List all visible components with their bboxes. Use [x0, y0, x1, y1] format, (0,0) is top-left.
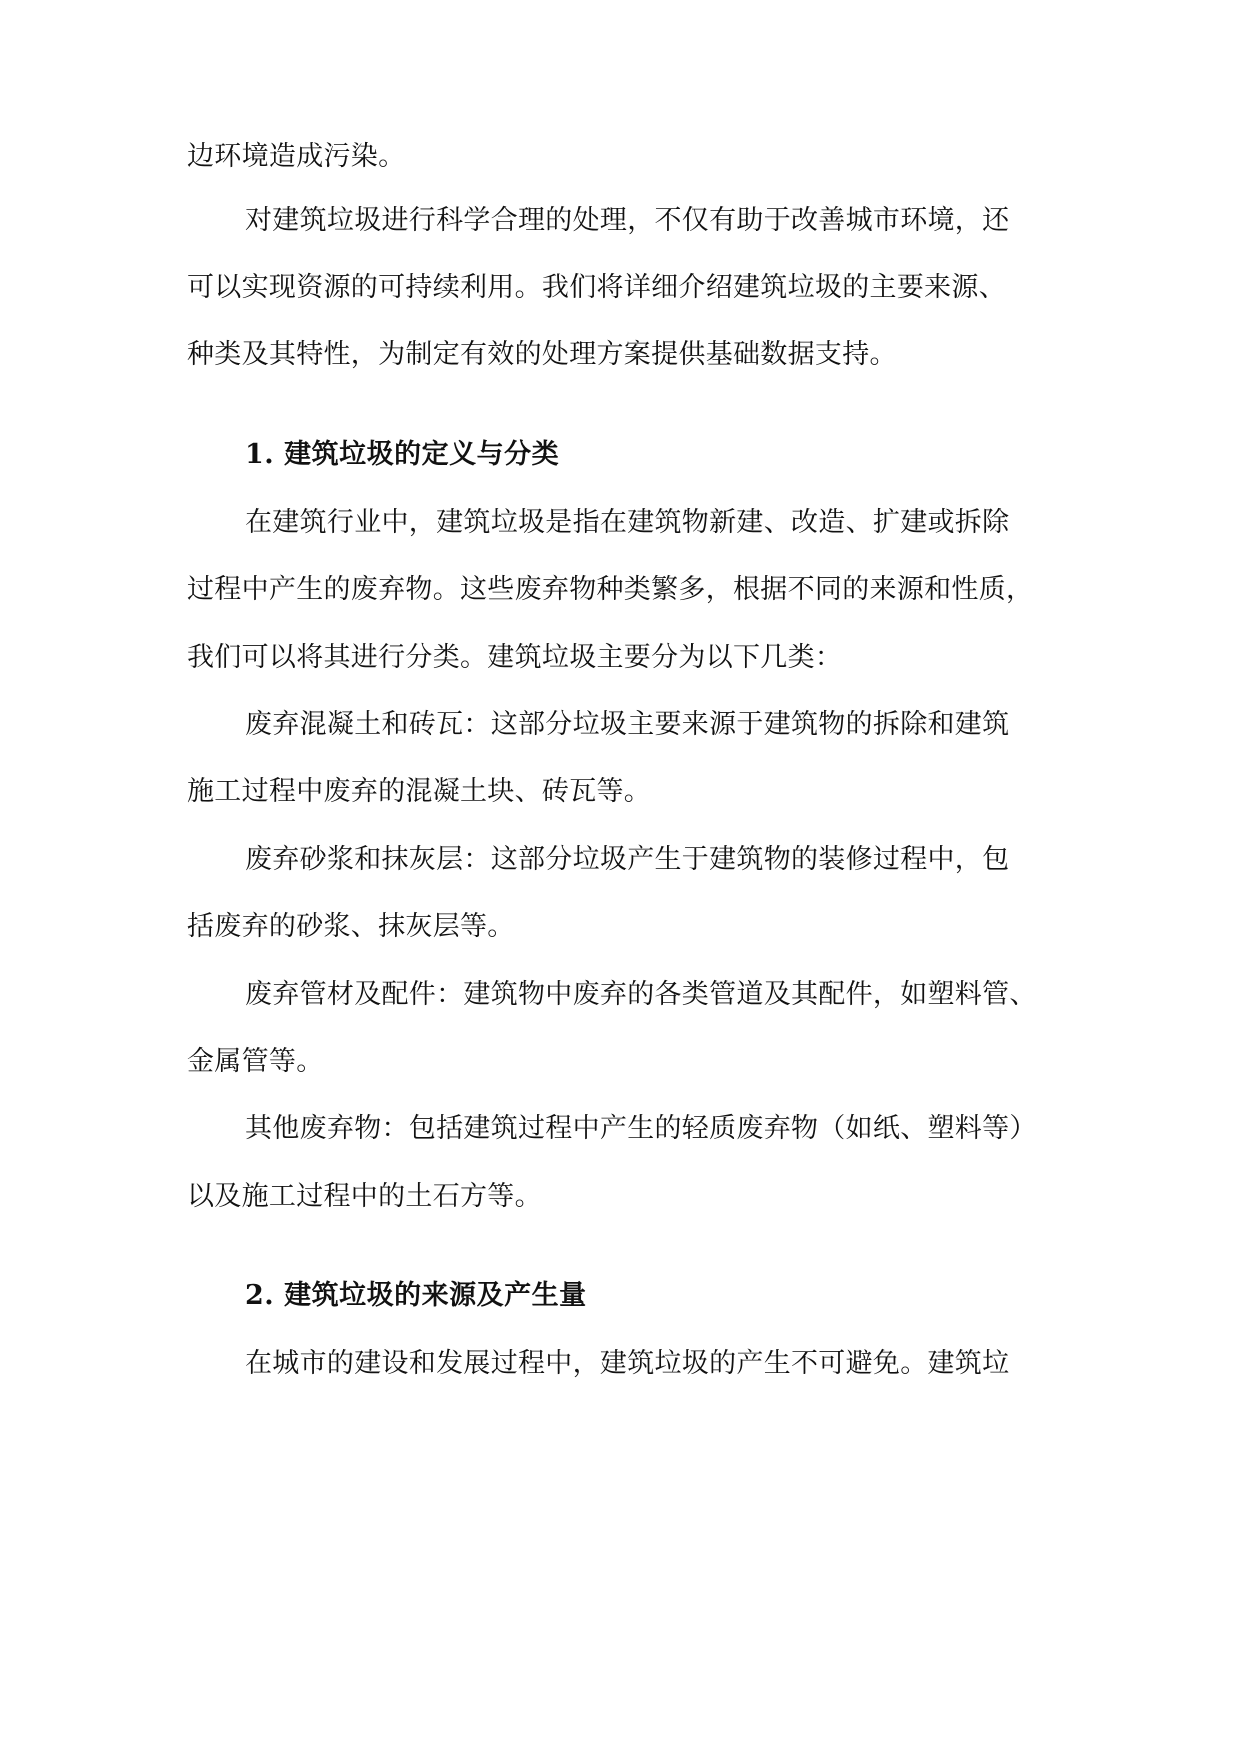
paragraph-line: 在城市的建设和发展过程中，建筑垃圾的产生不可避免。建筑垃 — [245, 1348, 1010, 1379]
text-line: 括废弃的砂浆、抹灰层等。 — [187, 911, 515, 942]
section-heading-2: 2. 建筑垃圾的来源及产生量 — [245, 1280, 587, 1311]
text-line: 我们可以将其进行分类。建筑垃圾主要分为以下几类： — [187, 642, 843, 673]
list-paragraph-pipes: 废弃管材及配件：建筑物中废弃的各类管道及其配件，如塑料管、 — [245, 979, 1037, 1010]
paragraph-line: 在建筑行业中，建筑垃圾是指在建筑物新建、改造、扩建或拆除 — [245, 507, 1010, 538]
list-paragraph-concrete: 废弃混凝土和砖瓦：这部分垃圾主要来源于建筑物的拆除和建筑 — [245, 709, 1010, 740]
text-line: 以及施工过程中的土石方等。 — [187, 1181, 542, 1212]
text-line: 金属管等。 — [187, 1046, 324, 1077]
text-line: 过程中产生的废弃物。这些废弃物种类繁多，根据不同的来源和性质， — [187, 574, 1034, 605]
text-line: 边环境造成污染。 — [187, 141, 406, 172]
section-heading-1: 1. 建筑垃圾的定义与分类 — [245, 439, 560, 470]
list-paragraph-other: 其他废弃物：包括建筑过程中产生的轻质废弃物（如纸、塑料等） — [245, 1113, 1037, 1144]
paragraph-line: 对建筑垃圾进行科学合理的处理，不仅有助于改善城市环境，还 — [245, 205, 1010, 236]
list-paragraph-mortar: 废弃砂浆和抹灰层：这部分垃圾产生于建筑物的装修过程中，包 — [245, 844, 1010, 875]
text-line: 可以实现资源的可持续利用。我们将详细介绍建筑垃圾的主要来源、 — [187, 272, 1006, 303]
text-line: 施工过程中废弃的混凝土块、砖瓦等。 — [187, 776, 652, 807]
text-line: 种类及其特性，为制定有效的处理方案提供基础数据支持。 — [187, 339, 897, 370]
